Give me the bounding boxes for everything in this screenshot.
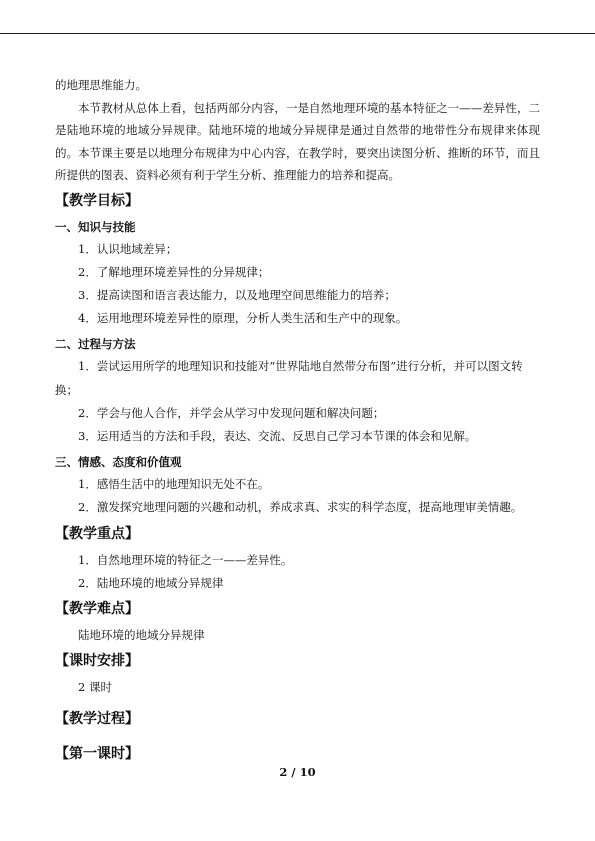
list-item: 3．提高读图和语言表达能力，以及地理空间思维能力的培养；: [78, 287, 396, 302]
list-item: 1．尝试运用所学的地理知识和技能对“世界陆地自然带分布图”进行分析，并可以图文转换；: [55, 359, 523, 397]
heading-knowledge-skills: 一、知识与技能: [55, 219, 136, 234]
heading-objectives: 【教学目标】: [55, 192, 139, 209]
heading-teaching-process: 【教学过程】: [55, 711, 139, 728]
heading-key-points: 【教学重点】: [55, 525, 139, 542]
heading-schedule: 【课时安排】: [55, 653, 139, 670]
list-item: 4．运用地理环境差异性的原理，分析人类生活和生产中的现象。: [78, 311, 408, 326]
document-page: [55, 74, 540, 769]
list-item: 2．陆地环境的地域分异规律: [78, 575, 224, 590]
list-item: 2．了解地理环境差异性的分异规律；: [78, 264, 270, 279]
list-item: 1．感悟生活中的地理知识无处不在。: [78, 477, 270, 492]
intro-line: 的地理思维能力。: [55, 78, 147, 92]
heading-difficulty: 【教学难点】: [55, 600, 139, 617]
list-item: 2．激发探究地理问题的兴趣和动机，养成求真、求实的科学态度，提高地理审美情趣。: [78, 500, 523, 515]
heading-emotion-values: 三、情感、态度和价值观: [55, 455, 182, 470]
list-item: 1．认识地域差异；: [78, 241, 178, 256]
list-item: 1．自然地理环境的特征之一——差异性。: [78, 552, 293, 567]
heading-process-methods: 二、过程与方法: [55, 337, 136, 352]
difficulty-text: 陆地环境的地域分异规律: [78, 627, 205, 642]
schedule-text: 2 课时: [78, 680, 112, 695]
list-item: 2．学会与他人合作，并学会从学习中发现问题和解决问题；: [78, 405, 385, 420]
heading-first-lesson: 【第一课时】: [55, 746, 139, 763]
list-item: 3．运用适当的方法和手段，表达、交流、反思自己学习本节课的体会和见解。: [78, 428, 477, 443]
intro-paragraph: 本节教材从总体上看，包括两部分内容，一是自然地理环境的基本特征之一——差异性，二是陆地环境的地域分异规律。陆地环境的地域分异规律是通过自然带的地带性分布规律来体现的。本节课主要是以地理分布规律为中心内容，在教学时，要突出读图分析、推断的环节，而且所提供的图表、资料必须有利于学生分析、推理能力的培养和提高。: [55, 100, 540, 182]
page-number: 2 / 10: [279, 765, 316, 779]
header-rule: [0, 33, 595, 34]
